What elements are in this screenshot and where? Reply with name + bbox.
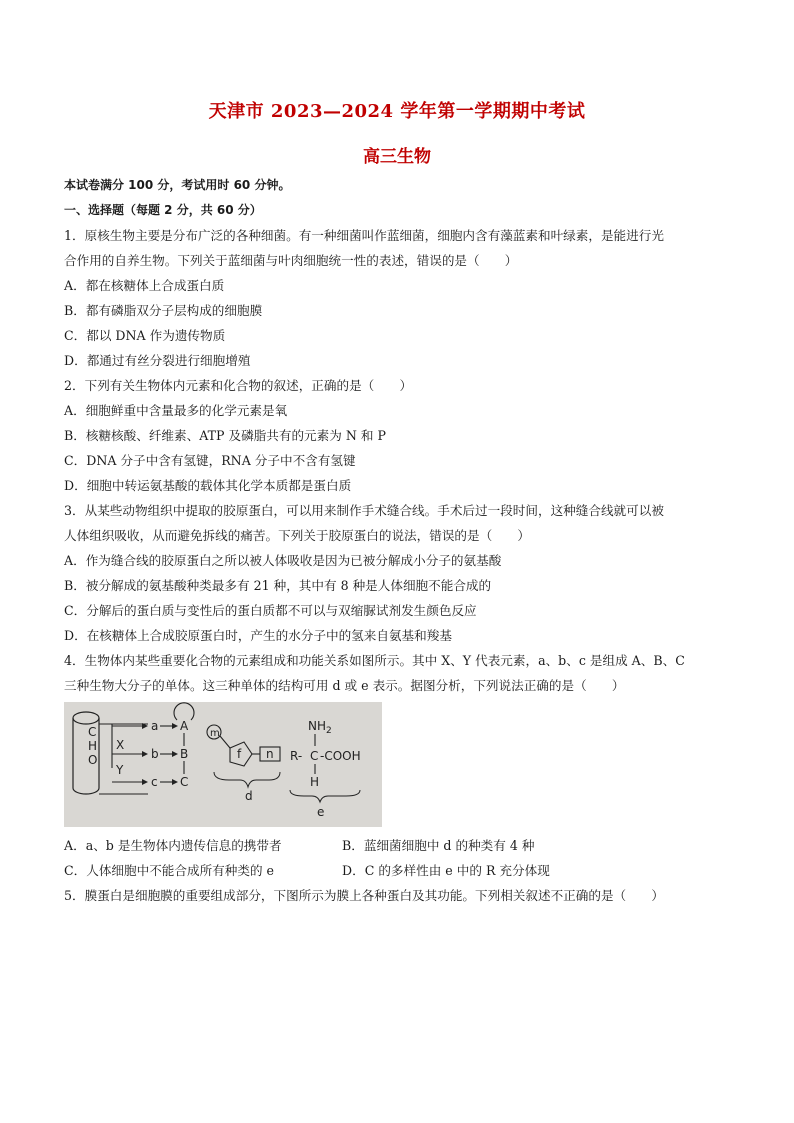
compound-diagram <box>64 702 382 827</box>
question-5 <box>64 883 734 908</box>
question-stem: 三种生物大分子的单体。这三种单体的结构可用 d 或 e 表示。据图分析，下列说法正确的是（ ） <box>64 678 625 693</box>
loop-arrow <box>174 703 194 720</box>
monomer-b: b <box>151 747 159 761</box>
element-c: C <box>88 725 97 739</box>
options-row <box>64 833 734 858</box>
section-heading: 一、选择题（每题 2 分，共 60 分） <box>64 203 262 217</box>
question-3 <box>64 498 734 648</box>
arrow-head <box>142 779 148 785</box>
brace-d <box>214 772 280 787</box>
option-b: B．核糖核酸、纤维素、ATP 及磷脂共有的元素为 N 和 P <box>64 428 386 443</box>
question-stem: 3．从某些动物组织中提取的胶原蛋白，可以用来制作手术缝合线。手术后过一段时间，这种缝合线就可以被 <box>64 503 664 518</box>
alpha-carbon: C <box>310 749 319 763</box>
macromolecule-b: B <box>180 747 189 761</box>
d-part-f: f <box>237 747 242 761</box>
option-b: B．蓝细菌细胞中 d 的种类有 4 种 <box>342 838 535 853</box>
element-o: O <box>88 753 98 767</box>
carboxyl-group: -COOH <box>320 749 361 763</box>
option-d: D．C 的多样性由 e 中的 R 充分体现 <box>342 863 550 878</box>
cylinder-top <box>73 712 99 724</box>
cylinder-bottom <box>73 788 99 794</box>
option-d: D．细胞中转运氨基酸的载体其化学本质都是蛋白质 <box>64 478 352 493</box>
options-row <box>64 858 734 883</box>
option-b: B．被分解成的氨基酸种类最多有 21 种，其中有 8 种是人体细胞不能合成的 <box>64 578 492 593</box>
d-part-n: n <box>266 747 274 761</box>
option-c: C．DNA 分子中含有氢键，RNA 分子中不含有氢键 <box>64 453 356 468</box>
macromolecule-c: C <box>180 775 189 789</box>
option-a: A．a、b 是生物体内遗传信息的携带者 <box>64 838 282 853</box>
compound-diagram-figure <box>64 702 382 827</box>
question-stem: 1．原核生物主要是分布广泛的各种细菌。有一种细菌叫作蓝细菌，细胞内含有藻蓝素和叶绿素，是能进行光 <box>64 228 664 243</box>
monomer-c: c <box>151 775 158 789</box>
element-x-label: X <box>116 738 125 752</box>
question-4 <box>64 648 734 883</box>
intro-text: 本试卷满分 100 分，考试用时 60 分钟。 <box>64 178 291 192</box>
bond <box>220 736 230 748</box>
option-c: C．人体细胞中不能合成所有种类的 e <box>64 863 274 878</box>
option-a: A．都在核糖体上合成蛋白质 <box>64 278 225 293</box>
arrow-head <box>142 751 148 757</box>
exam-content <box>64 173 734 908</box>
option-b: B．都有磷脂双分子层构成的细胞膜 <box>64 303 263 318</box>
option-c: C．都以 DNA 作为遗传物质 <box>64 328 226 343</box>
brace-e <box>290 790 360 802</box>
question-stem: 2．下列有关生物体内元素和化合物的叙述，正确的是（ ） <box>64 378 413 393</box>
option-d: D．都通过有丝分裂进行细胞增殖 <box>64 353 251 368</box>
exam-title: 天津市 2023—2024 学年第一学期期中考试 <box>208 101 586 122</box>
amino-group: $NH_2$ <box>308 719 332 736</box>
exam-subtitle: 高三生物 <box>363 147 431 167</box>
arrow-head <box>172 779 178 785</box>
option-a: A．细胞鲜重中含量最多的化学元素是氧 <box>64 403 288 418</box>
structure-d-label: d <box>245 789 253 803</box>
monomer-a: a <box>151 719 159 733</box>
option-c: C．分解后的蛋白质与变性后的蛋白质都不可以与双缩脲试剂发生颜色反应 <box>64 603 477 618</box>
element-y-label: Y <box>116 763 124 777</box>
hydrogen: H <box>310 775 320 789</box>
option-d: D．在核糖体上合成胶原蛋白时，产生的水分子中的氢来自氨基和羧基 <box>64 628 452 643</box>
arrow-head <box>172 723 178 729</box>
question-1 <box>64 223 734 373</box>
question-stem: 4．生物体内某些重要化合物的元素组成和功能关系如图所示。其中 X、Y 代表元素，a、b、c 是组成 A、B、C <box>64 653 685 668</box>
question-2 <box>64 373 734 498</box>
question-stem: 合作用的自养生物。下列关于蓝细菌与叶肉细胞统一性的表述，错误的是（ ） <box>64 253 518 268</box>
question-stem: 人体组织吸收，从而避免拆线的痛苦。下列关于胶原蛋白的说法，错误的是（ ） <box>64 528 530 543</box>
element-h: H <box>88 739 98 753</box>
option-a: A．作为缝合线的胶原蛋白之所以被人体吸收是因为已被分解成小分子的氨基酸 <box>64 553 502 568</box>
d-part-m: m <box>210 728 220 739</box>
question-stem: 5．膜蛋白是细胞膜的重要组成部分，下图所示为膜上各种蛋白及其功能。下列相关叙述不正确的是（ ） <box>64 888 664 903</box>
arrow-head <box>172 751 178 757</box>
macromolecule-a: A <box>180 719 189 733</box>
structure-e-label: e <box>317 805 325 819</box>
r-group: R- <box>290 749 303 763</box>
